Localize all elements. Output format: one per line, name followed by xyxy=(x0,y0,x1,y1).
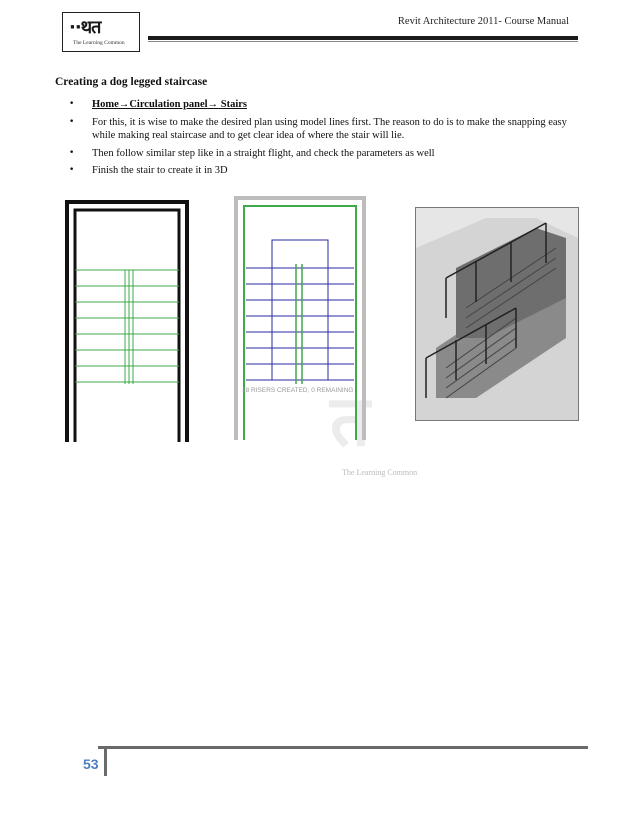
instruction-list xyxy=(58,98,588,182)
arrow-icon: → xyxy=(207,99,219,110)
run-lines xyxy=(296,264,302,384)
watermark-text: The Learning Common xyxy=(342,468,418,477)
footer-rule xyxy=(98,746,588,749)
header-rule-thin xyxy=(148,41,578,42)
stair-plan-sketch xyxy=(232,194,372,444)
wall-inner xyxy=(75,210,179,442)
bullet-icon: • xyxy=(69,165,75,175)
footer-divider xyxy=(104,746,107,776)
riser-lines xyxy=(246,268,354,380)
wall-outline xyxy=(67,202,187,442)
list-item xyxy=(58,164,588,178)
stair-plan-model-lines xyxy=(65,198,195,444)
list-item xyxy=(58,116,588,143)
list-item xyxy=(58,147,588,161)
logo-wordmark: ··थत xyxy=(69,17,101,38)
path-stairs: Stairs xyxy=(218,99,247,110)
header-rule xyxy=(148,36,578,40)
stair-3d-illustration xyxy=(416,208,578,420)
path-panel: Circulation panel xyxy=(129,99,208,110)
list-item-text: Then follow similar step like in a straight flight, and check the parameters as well xyxy=(92,147,435,159)
bullet-icon: • xyxy=(69,116,75,127)
list-item-text: Finish the stair to create it in 3D xyxy=(92,165,228,176)
page-number: 53 xyxy=(83,756,99,772)
path-home: Home xyxy=(92,99,119,110)
logo-tagline: The Learning Common xyxy=(73,40,125,46)
riser-count-note: 18 RISERS CREATED, 0 REMAINING xyxy=(242,387,354,394)
list-item xyxy=(58,98,588,112)
stair-3d-render xyxy=(415,207,579,421)
wall-inner xyxy=(244,206,356,440)
list-item-text: For this, it is wise to make the desired plan using model lines first. The reason to do is to make the snapping easy while making real staircase and to get clear idea of where the stair will lie. xyxy=(92,116,567,141)
running-header: Revit Architecture 2011- Course Manual xyxy=(397,16,569,27)
bullet-icon: • xyxy=(69,99,75,109)
arrow-icon: → xyxy=(118,99,130,110)
landing-boundary xyxy=(272,240,328,268)
bullet-icon: • xyxy=(69,147,75,158)
menu-path xyxy=(92,99,247,110)
tread-lines xyxy=(75,270,179,384)
section-title: Creating a dog legged staircase xyxy=(55,76,208,88)
watermark-glyph: त xyxy=(330,380,370,462)
brand-logo xyxy=(62,12,140,52)
wall-outline xyxy=(236,198,364,440)
